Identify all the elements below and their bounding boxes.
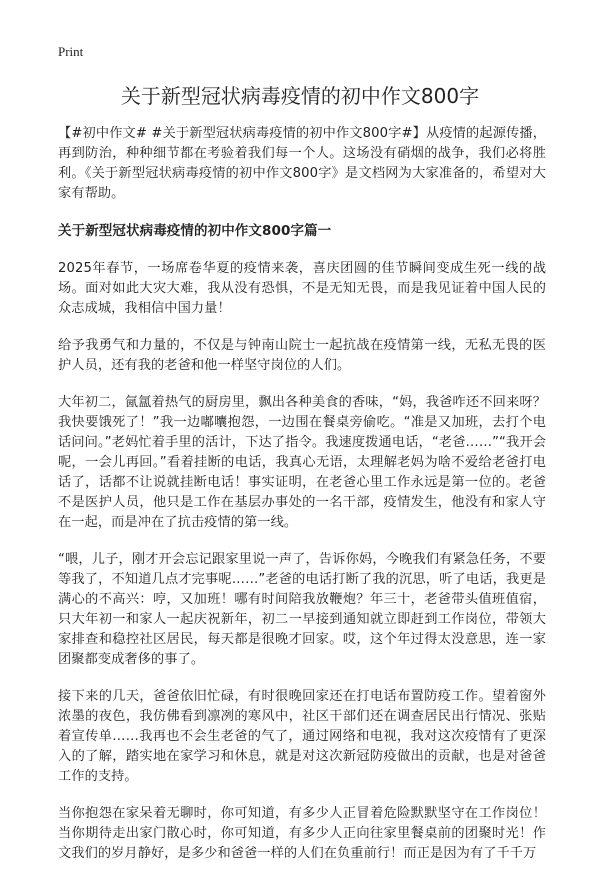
body-paragraph: 给予我勇气和力量的，不仅是与钟南山院士一起抗战在疫情第一线，无私无畏的医护人员，还有我的老爸和他一样坚守岗位的人们。 [58, 338, 546, 373]
body-paragraph: 大年初二，氤氲着热气的厨房里，飘出各种美食的香味，“妈，我爸咋还不回来呀？我快要饿死了！”我一边嘟囔抱怨，一边围在餐桌旁偷吃。“准是又加班，去打个电话问问。”老妈忙着手里的活计，下达了指令。我速度拨通电话，“老爸……”“我开会呢，一会儿再回。”看着挂断的电话，我真心无语，太理解老妈为啥不爱给老爸打电话了，话都不让说就挂断电话！事实证明，在老爸心里工作永远是第一位的。老爸不是医护人员，他只是工作在基层办事处的一名干部，疫情发生，他没有和家人守在一起，而是冲在了抗击疫情的第一线。 [58, 395, 546, 530]
body-paragraph: 接下来的几天，爸爸依旧忙碌，有时很晚回家还在打电话布置防疫工作。望着窗外浓墨的夜色，我仿佛看到凛冽的寒风中，社区干部们还在调查居民出行情况、张贴着宣传单……我再也不会生老爸的气了，通过网络和电视，我对这次疫情有了更深入的了解，踏实地在家学习和休息，就是对这次新冠防疫做出的贡献，也是对爸爸工作的支持。 [58, 689, 546, 784]
document-title: 关于新型冠状病毒疫情的初中作文800字 [120, 84, 480, 108]
intro-paragraph: 【#初中作文# #关于新型冠状病毒疫情的初中作文800字#】从疫情的起源传播，再到防治，种种细节都在考验着我们每一个人。这场没有硝烟的战争，我们必将胜利。《关于新型冠状病毒疫情的初中作文800字》是文档网为大家准备的，希望对大家有帮助。 [58, 126, 546, 201]
body-paragraph: “喂，儿子，刚才开会忘记跟家里说一声了，告诉你妈，今晚我们有紧急任务，不要等我了，不知道几点才完事呢……”老爸的电话打断了我的沉思，听了电话，我更是满心的不高兴：哼，又加班！哪有时间陪我放鞭炮？年三十，老爸带头值班值宿，只大年初一和家人一起庆祝新年，初二一早接到通知就立即赶到工作岗位，带领大家排查和稳控社区居民，每天都是很晚才回家。哎，这个年过得太没意思，连一家团聚都变成奢侈的事了。 [58, 552, 546, 667]
print-link[interactable]: Print [58, 44, 84, 59]
body-paragraph: 当你抱怨在家呆着无聊时，你可知道，有多少人正冒着危险默默坚守在工作岗位！当你期待走出家门散心时，你可知道，有多少人正向往家里餐桌前的团聚时光！作文我们的岁月静好，是多少和爸爸一样的人们在负重前行！而正是因为有了千千万 [58, 806, 546, 861]
body-paragraph: 2025年春节，一场席卷华夏的疫情来袭，喜庆团圆的佳节瞬间变成生死一线的战场。面对如此大灾大难，我从没有恐惧，不是无知无畏，而是我见证着中国人民的众志成城，我相信中国力量！ [58, 261, 546, 316]
section-heading: 关于新型冠状病毒疫情的初中作文800字篇一 [58, 223, 332, 239]
document-body [58, 124, 546, 881]
